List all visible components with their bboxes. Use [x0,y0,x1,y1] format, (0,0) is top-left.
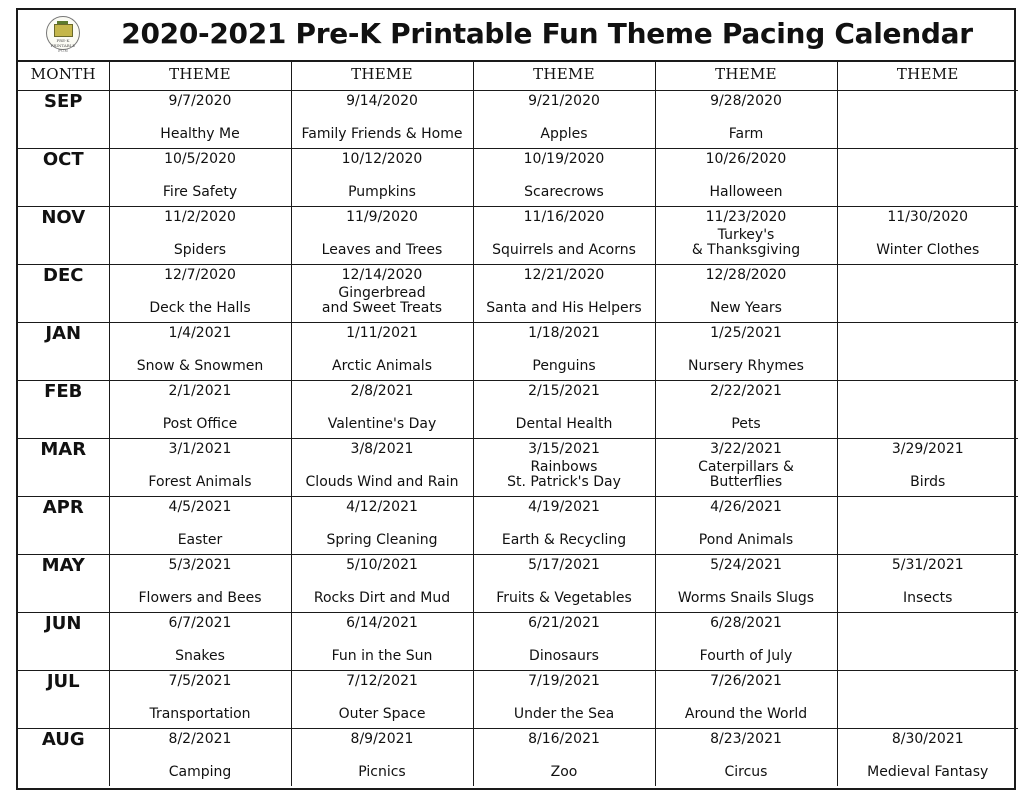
week-date: 1/4/2021 [168,325,232,341]
header-row [18,60,1018,91]
theme-cell [655,497,837,555]
theme-name: Farm [728,126,764,142]
month-row [18,381,1018,439]
theme-name: Santa and His Helpers [486,300,642,316]
month-label: JUN [18,613,109,671]
theme-name: Post Office [162,416,238,432]
week-date: 1/11/2021 [346,325,418,341]
month-row [18,497,1018,555]
theme-name: Transportation [149,706,251,722]
week-date: 2/15/2021 [528,383,600,399]
week-date: 3/8/2021 [350,441,414,457]
week-date [838,149,1019,151]
theme-cell [473,149,655,207]
week-date: 2/1/2021 [168,383,232,399]
week-date: 5/31/2021 [891,557,964,573]
theme-cell [473,323,655,381]
theme-name: Dental Health [515,416,613,432]
week-date: 9/21/2020 [528,93,600,109]
theme-name: Turkey's & Thanksgiving [691,227,801,258]
month-label: DEC [18,265,109,323]
week-date: 12/7/2020 [164,267,236,283]
theme-name: Scarecrows [524,184,604,200]
theme-name: Medieval Fantasy [867,764,989,780]
theme-cell [291,613,473,671]
theme-cell [655,671,837,729]
week-date [838,497,1019,499]
theme-name: Deck the Halls [149,300,251,316]
theme-name: Flowers and Bees [138,590,262,606]
month-row [18,265,1018,323]
week-date: 5/10/2021 [346,557,418,573]
week-date: 12/28/2020 [705,267,787,283]
theme-name: Camping [168,764,232,780]
page-title: 2020-2021 Pre-K Printable Fun Theme Pacing Calendar [121,17,973,50]
week-date: 8/9/2021 [350,731,414,747]
week-date: 2/8/2021 [350,383,414,399]
theme-name: Fun in the Sun [331,648,433,664]
theme-cell [655,613,837,671]
theme-cell [837,555,1018,613]
theme-cell [655,729,837,787]
week-date: 9/14/2020 [346,93,418,109]
theme-cell [291,265,473,323]
theme-cell [291,323,473,381]
theme-cell [837,729,1018,787]
theme-cell [837,439,1018,497]
theme-name: Valentine's Day [327,416,437,432]
theme-cell [291,91,473,149]
week-date: 10/5/2020 [164,151,236,167]
theme-name: Around the World [684,706,808,722]
week-date: 11/23/2020 [705,209,787,225]
theme-name: Birds [910,474,946,490]
week-date [838,265,1019,267]
week-date: 1/18/2021 [528,325,600,341]
week-date: 6/21/2021 [528,615,600,631]
theme-name: Dinosaurs [529,648,599,664]
theme-name: Spiders [173,242,227,258]
theme-cell [655,323,837,381]
week-date: 8/2/2021 [168,731,232,747]
theme-name: Pets [731,416,761,432]
month-label: FEB [18,381,109,439]
theme-name: Caterpillars & Butterflies [698,459,794,490]
week-date [838,91,1019,93]
theme-cell [837,613,1018,671]
theme-cell [109,729,291,787]
month-row [18,439,1018,497]
week-date: 2/22/2021 [710,383,782,399]
month-row [18,91,1018,149]
theme-name: Rocks Dirt and Mud [313,590,451,606]
theme-name: Gingerbread and Sweet Treats [321,285,443,316]
month-label: AUG [18,729,109,787]
theme-cell [291,497,473,555]
theme-cell [837,323,1018,381]
month-label: APR [18,497,109,555]
week-date: 7/19/2021 [528,673,600,689]
theme-cell [291,729,473,787]
week-date: 10/19/2020 [523,151,605,167]
month-row [18,671,1018,729]
theme-cell [109,613,291,671]
theme-name: Pond Animals [698,532,794,548]
theme-name: Insects [903,590,953,606]
theme-name: Rainbows St. Patrick's Day [507,459,621,490]
theme-name: Squirrels and Acorns [492,242,636,258]
theme-cell [291,555,473,613]
week-date: 7/26/2021 [710,673,782,689]
week-date: 10/12/2020 [341,151,423,167]
month-row [18,555,1018,613]
theme-cell [473,729,655,787]
week-date: 7/5/2021 [168,673,232,689]
column-header-theme: THEME [291,60,473,91]
pacing-calendar-table [18,60,1018,786]
theme-cell [473,497,655,555]
theme-cell [837,265,1018,323]
month-label: MAR [18,439,109,497]
week-date: 6/7/2021 [168,615,232,631]
theme-cell [473,91,655,149]
theme-name: Penguins [532,358,596,374]
theme-cell [109,207,291,265]
week-date: 8/30/2021 [891,731,964,747]
week-date: 11/16/2020 [523,209,605,225]
logo-text: PRE-K PRINTABLE FUN [50,38,76,53]
theme-name: Worms Snails Slugs [677,590,815,606]
week-date: 6/28/2021 [710,615,782,631]
week-date: 5/17/2021 [528,557,600,573]
month-label: NOV [18,207,109,265]
week-date: 3/15/2021 [528,441,600,457]
column-header-theme: THEME [109,60,291,91]
week-date: 3/29/2021 [891,441,964,457]
theme-name: Halloween [709,184,783,200]
theme-name: Winter Clothes [876,242,980,258]
theme-name: Healthy Me [160,126,240,142]
theme-cell [473,671,655,729]
theme-cell [655,207,837,265]
week-date: 11/2/2020 [164,209,236,225]
theme-name: Snakes [175,648,225,664]
month-row [18,149,1018,207]
week-date: 4/26/2021 [710,499,782,515]
week-date: 11/9/2020 [346,209,418,225]
theme-name: Pumpkins [348,184,416,200]
week-date: 8/16/2021 [528,731,600,747]
theme-cell [655,381,837,439]
theme-name: Picnics [358,764,406,780]
column-header-theme: THEME [837,60,1018,91]
week-date [838,613,1019,615]
week-date: 4/19/2021 [528,499,600,515]
month-label: JAN [18,323,109,381]
theme-cell [109,265,291,323]
month-row [18,613,1018,671]
week-date: 9/7/2020 [168,93,232,109]
theme-cell [109,149,291,207]
theme-name: Apples [540,126,588,142]
week-date: 12/21/2020 [523,267,605,283]
theme-name: Snow & Snowmen [136,358,264,374]
week-date: 3/1/2021 [168,441,232,457]
theme-cell [291,671,473,729]
theme-cell [473,207,655,265]
theme-cell [837,207,1018,265]
theme-cell [655,91,837,149]
month-label: SEP [18,91,109,149]
theme-cell [109,91,291,149]
school-logo-icon [46,16,80,53]
column-header-month: MONTH [18,60,109,91]
week-date: 5/3/2021 [168,557,232,573]
theme-cell [837,91,1018,149]
week-date: 10/26/2020 [705,151,787,167]
theme-cell [109,323,291,381]
theme-cell [291,149,473,207]
theme-cell [473,613,655,671]
column-header-theme: THEME [473,60,655,91]
column-header-theme: THEME [655,60,837,91]
calendar-frame [16,8,1016,790]
theme-name: Forest Animals [148,474,252,490]
theme-name: Outer Space [338,706,426,722]
theme-cell [109,555,291,613]
theme-cell [109,671,291,729]
week-date: 8/23/2021 [710,731,782,747]
month-row [18,323,1018,381]
theme-cell [837,381,1018,439]
title-row [18,10,1014,62]
calendar-body [18,91,1018,787]
theme-cell [655,265,837,323]
week-date: 5/24/2021 [710,557,782,573]
theme-cell [473,381,655,439]
theme-cell [109,381,291,439]
theme-cell [473,265,655,323]
theme-cell [473,439,655,497]
week-date [838,671,1019,673]
week-date [838,323,1019,325]
theme-name: Nursery Rhymes [688,358,804,374]
week-date [838,381,1019,383]
month-label: JUL [18,671,109,729]
week-date: 1/25/2021 [710,325,782,341]
theme-cell [837,671,1018,729]
theme-name: Easter [177,532,223,548]
theme-name: Fruits & Vegetables [496,590,632,606]
theme-name: Family Friends & Home [301,126,463,142]
theme-name: Fire Safety [162,184,238,200]
theme-name: Spring Cleaning [326,532,438,548]
theme-cell [291,381,473,439]
month-label: OCT [18,149,109,207]
theme-name: Arctic Animals [332,358,432,374]
theme-name: Earth & Recycling [501,532,627,548]
week-date: 3/22/2021 [710,441,782,457]
month-label: MAY [18,555,109,613]
month-row [18,729,1018,787]
theme-name: Fourth of July [699,648,793,664]
week-date: 12/14/2020 [341,267,423,283]
month-row [18,207,1018,265]
week-date: 4/12/2021 [346,499,418,515]
theme-cell [109,439,291,497]
theme-cell [109,497,291,555]
theme-cell [291,207,473,265]
logo-building [54,24,73,37]
theme-name: Under the Sea [513,706,615,722]
theme-cell [291,439,473,497]
theme-name: Clouds Wind and Rain [305,474,459,490]
theme-name: Leaves and Trees [321,242,443,258]
week-date: 9/28/2020 [710,93,782,109]
week-date: 11/30/2020 [887,209,969,225]
theme-cell [655,149,837,207]
theme-name: Zoo [550,764,578,780]
theme-name: Circus [724,764,768,780]
week-date: 6/14/2021 [346,615,418,631]
week-date: 7/12/2021 [346,673,418,689]
theme-cell [655,439,837,497]
theme-cell [837,497,1018,555]
theme-cell [837,149,1018,207]
week-date: 4/5/2021 [168,499,232,515]
theme-name: New Years [710,300,782,316]
theme-cell [473,555,655,613]
theme-cell [655,555,837,613]
